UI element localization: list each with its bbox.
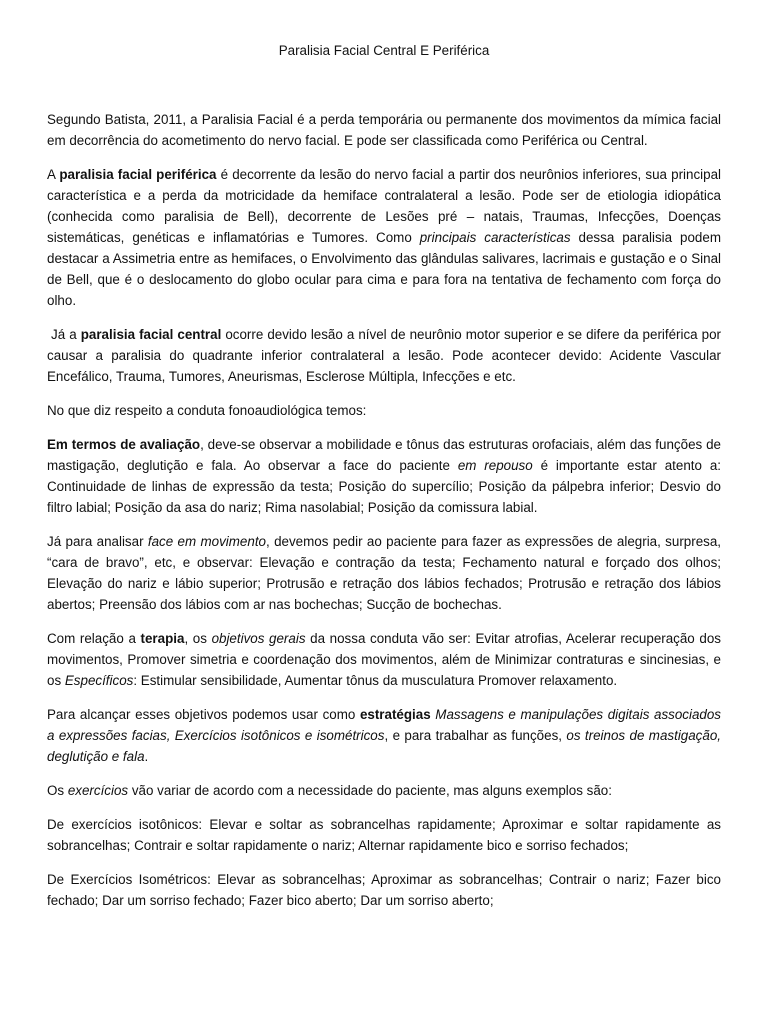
bold-term: Em termos de avaliação bbox=[47, 437, 201, 452]
paragraph-exercises bbox=[47, 780, 721, 801]
paragraph-isometric bbox=[47, 869, 721, 911]
italic-term: face em movimento bbox=[147, 534, 266, 549]
text-run: , devemos pedir ao paciente para fazer as expressões de alegria, surpresa, “cara de bravo”, etc, e observar: Elevação e contração da testa; Fechamento natural e forçado dos olhos; Elevação do nariz e lábio superior; Protrusão e retração dos lábios fechados; Protrusão e retração dos lábios abertos; Preensão dos lábios com ar nas bochechas; Sucção de bochechas. bbox=[47, 534, 722, 612]
paragraph-therapy bbox=[47, 628, 721, 691]
text-run: Os bbox=[47, 783, 68, 798]
paragraph-movement bbox=[47, 531, 721, 615]
bold-term: terapia bbox=[140, 631, 185, 646]
italic-term: objetivos gerais bbox=[211, 631, 306, 646]
text-run: De exercícios isotônicos: Elevar e soltar as sobrancelhas rapidamente; Aproximar e soltar rapidamente as sobrancelhas; Contrair e soltar rapidamente o nariz; Alternar rapidamente bico e sorriso fechados; bbox=[47, 817, 721, 853]
paragraph-evaluation bbox=[47, 434, 721, 518]
text-run: Para alcançar esses objetivos podemos usar como bbox=[47, 707, 360, 722]
text-run: No que diz respeito a conduta fonoaudiológica temos: bbox=[47, 403, 367, 418]
text-run: é decorrente da lesão do nervo facial a partir dos neurônios inferiores, sua principal característica e a perda da motricidade da hemiface contralateral a lesão. Pode ser de etiologia idiopática (conhecida como paralisia de Bell), decorrente de Lesões pré – natais, Traumas, Infecções, Doenças sistemáticas, genéticas e inflamatórias e Tumores. Como bbox=[47, 167, 721, 245]
italic-term: os treinos de mastigação, deglutição e fala bbox=[47, 728, 721, 764]
text-run: , e para trabalhar as funções, bbox=[384, 728, 567, 743]
text-run: , deve-se observar a mobilidade e tônus das estruturas orofaciais, além das funções de mastigação, deglutição e fala. Ao observar a face do paciente bbox=[47, 437, 721, 473]
paragraph-conduct bbox=[47, 400, 721, 421]
paragraph-intro bbox=[47, 109, 721, 151]
bold-term: paralisia facial periférica bbox=[59, 167, 217, 182]
text-run: , os bbox=[184, 631, 212, 646]
italic-term: Específicos bbox=[64, 673, 134, 688]
paragraph-central bbox=[47, 324, 721, 387]
text-run: é importante estar atento a: Continuidade de linhas de expressão da testa; Posição do supercílio; Posição da pálpebra inferior; Desvio do filtro labial; Posição da asa do nariz; Rima nasolabial; Posição da comissura labial. bbox=[47, 458, 721, 515]
text-run: ocorre devido lesão a nível de neurônio motor superior e se difere da periférica por causar a paralisia do quadrante inferior contralateral a lesão. Pode acontecer devido: Acidente Vascular Encefálico, Trauma, Tumores, Aneurismas, Esclerose Múltipla, Infecções e etc. bbox=[47, 327, 722, 384]
text-run: Segundo Batista, 2011, a Paralisia Facial é a perda temporária ou permanente dos movimentos da mímica facial em decorrência do acometimento do nervo facial. E pode ser classificada como Periférica ou Central. bbox=[47, 112, 721, 148]
text-run: dessa paralisia podem destacar a Assimetria entre as hemifaces, o Envolvimento das glândulas salivares, lacrimais e gustação e o Sinal de Bell, que é o deslocamento do globo ocular para cima e para fora na tentativa de fechamento com força do olho. bbox=[47, 230, 721, 308]
paragraph-strategies bbox=[47, 704, 721, 767]
bold-term: estratégias bbox=[359, 707, 431, 722]
document-title: Paralisia Facial Central E Periférica bbox=[278, 43, 490, 58]
text-run: De Exercícios Isométricos: Elevar as sobrancelhas; Aproximar as sobrancelhas; Contrair o nariz; Fazer bico fechado; Dar um sorriso fechado; Fazer bico aberto; Dar um sorriso aberto; bbox=[47, 872, 721, 908]
bold-term: paralisia facial central bbox=[80, 327, 222, 342]
italic-term: principais características bbox=[419, 230, 571, 245]
paragraph-isotonic bbox=[47, 814, 721, 856]
text-run: : Estimular sensibilidade, Aumentar tônus da musculatura Promover relaxamento. bbox=[133, 673, 618, 688]
italic-term: Massagens e manipulações digitais associados a expressões facias, Exercícios isotônicos e isométricos bbox=[47, 707, 721, 743]
italic-term: exercícios bbox=[67, 783, 129, 798]
text-run: . bbox=[144, 749, 149, 764]
text-run: Com relação a bbox=[47, 631, 141, 646]
italic-term: em repouso bbox=[457, 458, 533, 473]
text-run: A bbox=[47, 167, 60, 182]
text-run: vão variar de acordo com a necessidade do paciente, mas alguns exemplos são: bbox=[128, 783, 612, 798]
text-run: Já a bbox=[51, 327, 81, 342]
paragraph-peripheral bbox=[47, 164, 721, 311]
text-run: da nossa conduta vão ser: Evitar atrofias, Acelerar recuperação dos movimentos, Promover simetria e coordenação dos movimentos, além de Minimizar contraturas e sincinesias, e os bbox=[47, 631, 721, 688]
text-run: Já para analisar bbox=[47, 534, 148, 549]
